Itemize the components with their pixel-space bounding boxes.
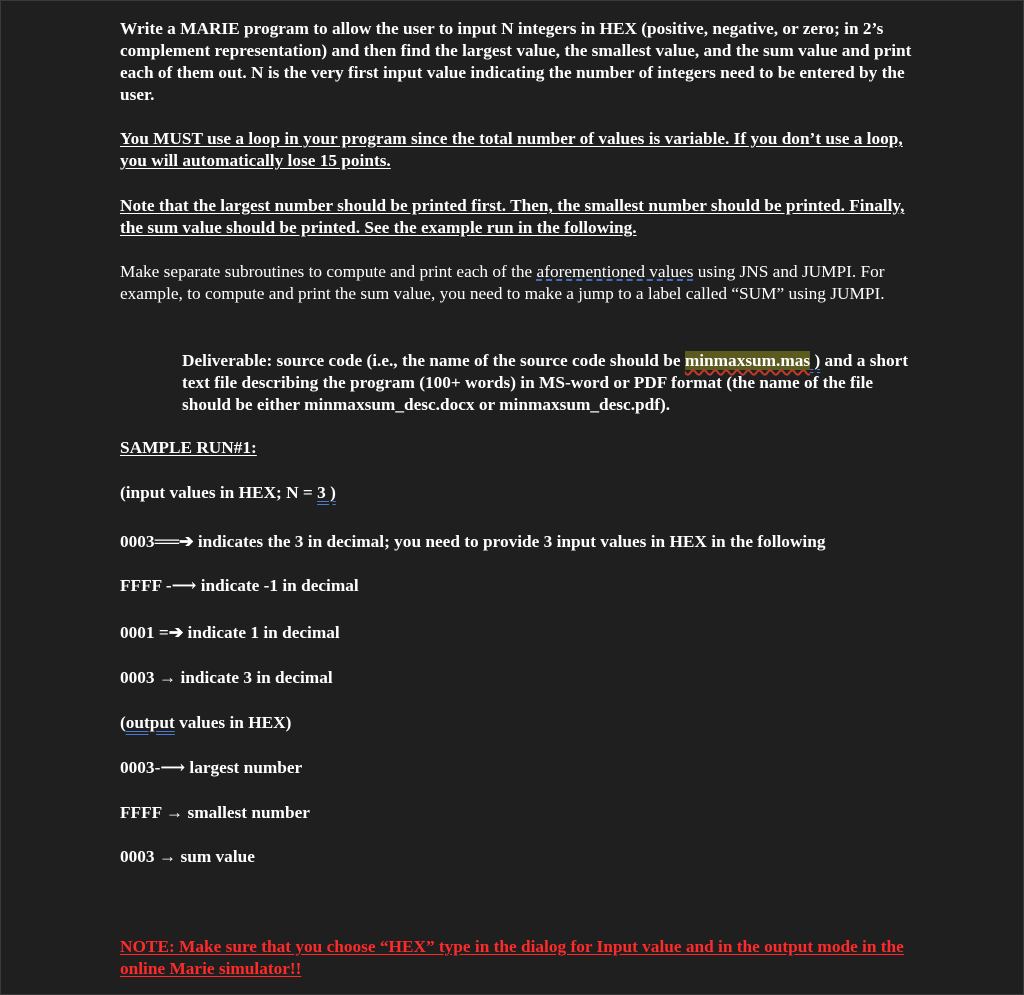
- intro-paragraph: Write a MARIE program to allow the user to input N integers in HEX (positive, negative, or zero; in 2’s complement representation) and then find the largest value, the smallest value, and the sum value and print each of them out. N is the very first input value indicating the number of integers need to be entered by the user.: [120, 19, 912, 104]
- output-values-text: values in HEX): [174, 713, 292, 732]
- sample-line-ffff: FFFF -⟶ indicate -1 in decimal: [120, 576, 359, 595]
- subroutines-text-after: using JNS and JUMPI. For example, to compute and print the sum value, you need to make a jump to a label called “SUM” using JUMPI.: [120, 262, 885, 303]
- source-filename: minmaxsum.mas: [684, 351, 811, 370]
- sum-value-line: 0003 → sum value: [120, 847, 255, 866]
- aforementioned-word: aforementioned values: [536, 262, 694, 281]
- deliverable-text-after: and a short text file describing the program (100+ words) in MS-word or PDF format (the name of the file should be either minmaxsum_desc.docx or minmaxsum_desc.pdf).: [182, 351, 909, 414]
- sample-run-heading: SAMPLE RUN#1:: [120, 438, 257, 457]
- hex-mode-note: NOTE: Make sure that you choose “HEX” type in the dialog for Input value and in the output mode in the online Marie simulator!!: [120, 937, 904, 978]
- smallest-number-line: FFFF → smallest number: [120, 803, 310, 822]
- input-values-line: [120, 482, 336, 504]
- sample-line-0001: 0001 =➔ indicate 1 in decimal: [120, 623, 340, 642]
- input-n-value: 3 ): [317, 483, 336, 502]
- deliverable-paren: ): [810, 351, 821, 370]
- loop-requirement-note: You MUST use a loop in your program since the total number of values is variable. If you don’t use a loop, you will automatically lose 15 points.: [120, 129, 903, 170]
- output-values-line: [120, 712, 291, 734]
- output-paren: (: [120, 713, 126, 732]
- sample-line-0003: 0003 → indicate 3 in decimal: [120, 668, 333, 687]
- print-order-note: Note that the largest number should be printed first. Then, the smallest number should be printed. Finally, the sum value should be printed. See the example run in the following.: [120, 196, 905, 237]
- largest-number-line: 0003-⟶ largest number: [120, 758, 303, 777]
- subroutines-paragraph: [120, 261, 920, 305]
- subroutines-text-before: Make separate subroutines to compute and print each of the: [120, 262, 537, 281]
- sample-line-n: 0003══➔ indicates the 3 in decimal; you need to provide 3 input values in HEX in the following: [120, 532, 826, 551]
- deliverable-paragraph: [182, 350, 922, 416]
- output-word: output: [125, 713, 175, 732]
- input-values-text: (input values in HEX; N =: [120, 483, 318, 502]
- deliverable-text-before: Deliverable: source code (i.e., the name of the source code should be: [182, 351, 685, 370]
